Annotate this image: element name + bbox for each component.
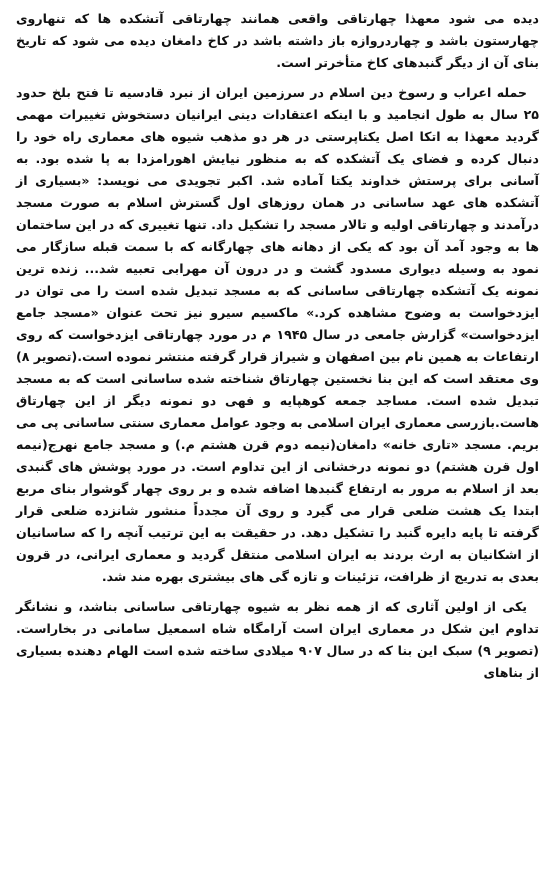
paragraph-islamic-conversion: حمله اعراب و رسوخ دین اسلام در سرزمین ایران از نبرد قادسیه تا فتح بلخ حدود ۲۵ سال به طول انجامید و با اینکه اعتقادات دینی ایرانیان دستخوش تغییرات مهمی گردید معهذا به اتکا اصل یکتاپرستی در هر دو مذهب شیوه های معماری راه خود را دنبال کرده و فضای یک آتشکده که به منظور نیایش اهورامزدا به پا شده بود. به آسانی برای پرستش خداوند یکتا آماده شد. اکبر تجویدی می نویسد: «بسیاری از آتشکده های عهد ساسانی در همان روزهای اول گسترش اسلام به صورت مسجد درآمدند و چهارتاقی اولیه و تالار مسجد را تشکیل داد. تنها تغییری که در این ساختمان ها به وجود آمد آن بود که یکی از دهانه های چهارگانه که با سمت قبله سازگار می نمود به وسیله دیواری مسدود گشت و در درون آن مهرابی تعبیه شد... زنده ترین نمونه یک آتشکده چهارتاقی ساسانی که به مسجد تبدیل شده است را می توان در ایزدخواست به وضوح مشاهده کرد.» ماکسیم سیرو نیز تحت عنوان «مسجد جامع ایزدخواست» گزارش جامعی در سال ۱۹۴۵ م در مورد چهارتاقی ایزدخواست که روی ارتفاعات به همین نام بین اصفهان و شیراز قرار گرفته منتشر نموده است.(تصویر ۸) وی معتقد است که این بنا نخستین چهارتاق شناخته شده ساسانی است که به مسجد تبدیل شده است. مساجد جمعه کوهپایه و فهی دو نمونه دیگر از این چهارتاق هاست.بازرسی معماری ایران اسلامی به وجود عوامل معماری سنتی ساسانی پی می بریم. مسجد «تاری خانه» دامغان(نیمه دوم قرن هشتم م.) و مسجد جامع نهرج(نیمه اول قرن هشتم) دو نمونه درخشانی از این تداوم است. در مورد پوشش های گنبدی بعد از اسلام به مرور به ارتفاع گنبدها اضافه شده و بر روی چهار گوشوار بنای مربع ابتدا یک هشت ضلعی قرار می گیرد و روی آن مجدداً منشور شانزده ضلعی قرار گرفته تا پایه دایره گنبد را تشکیل دهد. در حقیقت به این ترتیب آنچه را که ساسانیان از اشکانیان به ارث بردند به ایران اسلامی منتقل گردید و معماری ایرانی، در قرون بعدی به تدریج از ظرافت، تزئینات و تازه گی های بیشتری بهره مند شد. <box>16 85 539 584</box>
paragraph-gap <box>16 74 539 82</box>
paragraph-samanid-mausoleum: یکی از اولین آثاری که از همه نظر به شیوه چهارتاقی ساسانی بناشد، و نشانگر تداوم این شکل در معماری ایران است آرامگاه شاه اسمعیل سامانی در بخاراست. (تصویر ۹) سبک این بنا که در سال ۹۰۷ میلادی ساخته شده است الهام دهنده بسیاری از بناهای <box>16 599 539 680</box>
paragraph-gap <box>16 588 539 596</box>
paragraph-intro: دیده می شود معهذا چهارتاقی واقعی همانند چهارتاقی آتشکده ها که تنهاروی چهارستون باشد و چهاردروازه باز داشته باشد در کاخ دامغان دیده می شود که تاریخ بنای آن از دیگر گنبدهای کاخ متأخرتر است. <box>16 11 539 70</box>
